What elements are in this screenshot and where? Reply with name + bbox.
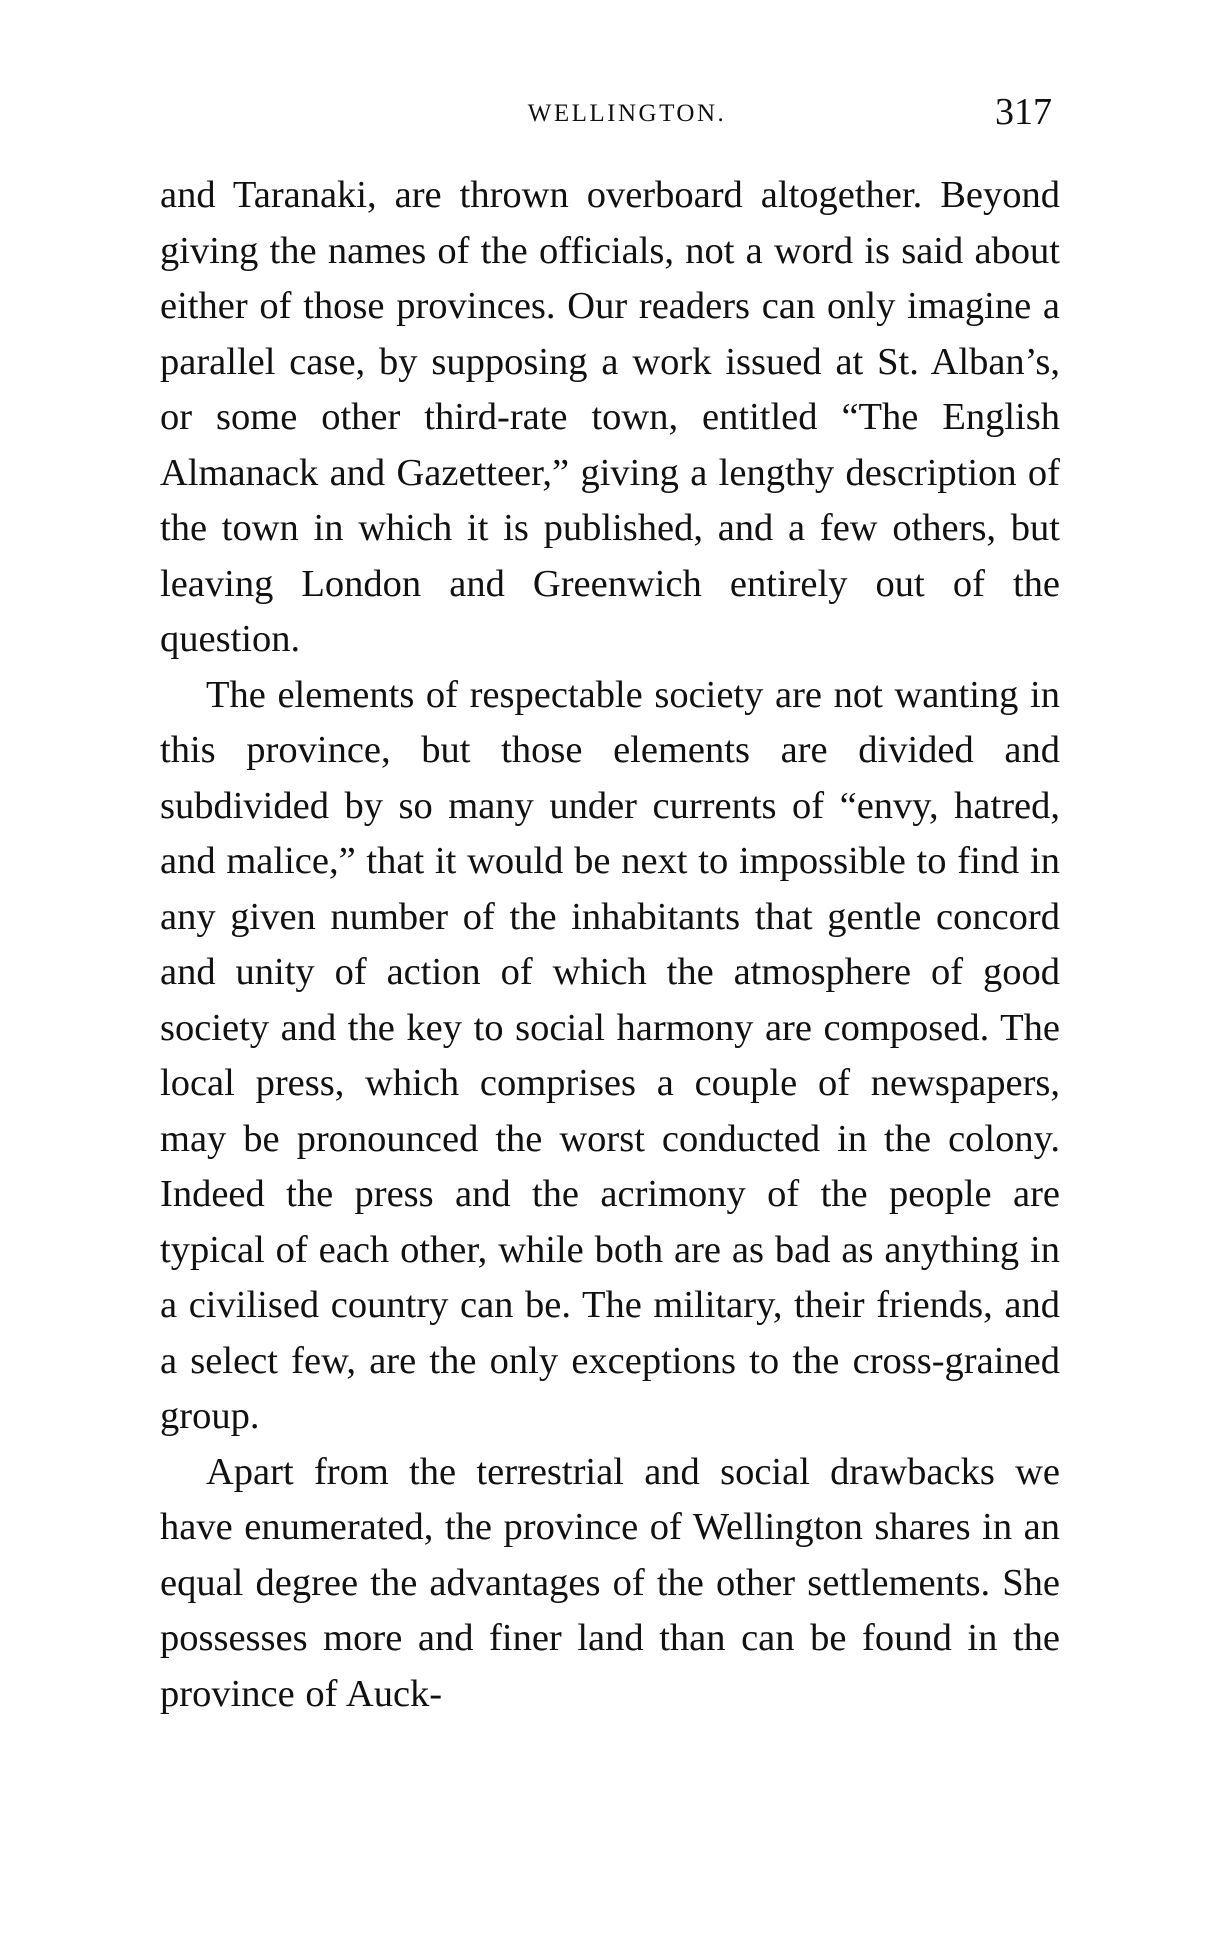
running-head	[162, 91, 1062, 146]
body-text	[160, 168, 1060, 1722]
running-title: WELLINGTON.	[527, 100, 727, 127]
page-number: 317	[995, 91, 1052, 133]
paragraph-advantages: Apart from the terrestrial and social drawbacks we have enumerated, the province of Wellington shares in an equal degree the advantages of the other settlements. She possesses more and finer land than can be found in the province of Auck-	[160, 1450, 1060, 1715]
paragraph-continued: and Taranaki, are thrown overboard altogether. Beyond giving the names of the officials, not a word is said about either of those provinces. Our readers can only imagine a parallel case, by supposing a work issued at St. Alban’s, or some other third-rate town, entitled “The English Almanack and Gazetteer,” giving a lengthy description of the town in which it is published, and a few others, but leaving London and Greenwich entirely out of the question.	[160, 174, 1060, 660]
paragraph-society: The elements of respectable society are not wanting in this province, but those elements are divided and subdivided by so many under currents of “envy, hatred, and malice,” that it would be next to impossible to find in any given number of the inhabitants that gentle concord and unity of action of which the atmosphere of good society and the key to social harmony are composed. The local press, which comprises a couple of newspapers, may be pronounced the worst conducted in the colony. Indeed the press and the acrimony of the people are typical of each other, while both are as bad as anything in a civilised country can be. The military, their friends, and a select few, are the only exceptions to the cross-grained group.	[160, 673, 1060, 1437]
